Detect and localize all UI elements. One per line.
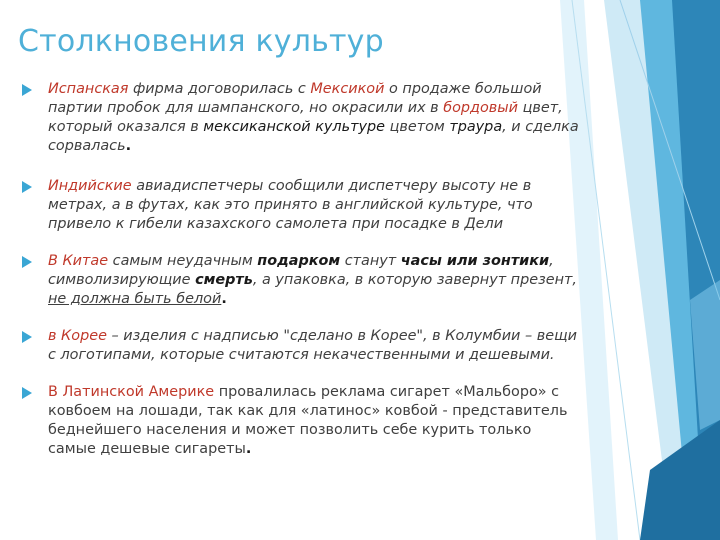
slide-title: Столкновения культур xyxy=(18,24,384,59)
body-text: фирма договорилась с xyxy=(128,81,311,97)
bullet-item-spain xyxy=(22,80,582,156)
emphasis-text: . xyxy=(221,291,227,307)
highlight-text: Испанская xyxy=(48,81,129,97)
body-text: авиадиспетчеры сообщили диспетчеру высоту не в метрах, а в футах, как это принято в английской культуре, что привело к гибели казахского самолета при посадке в Дели xyxy=(48,178,533,232)
highlight-text: В Китае xyxy=(48,253,109,269)
bullet-item-china xyxy=(22,252,582,309)
underlined-text: не должна быть белой xyxy=(48,291,222,307)
bullet-item-korea xyxy=(22,327,582,365)
bullet-arrow-icon xyxy=(22,387,32,399)
body-text: самым неудачным xyxy=(108,253,258,269)
emphasis-text: часы или зонтики xyxy=(400,253,550,269)
body-text: провалилась реклама сигарет «Мальборо» с ковбоем на лошади, так как для «латинос» ковбой - представитель беднейшего населения и может позволить себе курить только самые дешевые сигареты xyxy=(48,384,568,457)
body-text: – изделия с надписью "сделано в Корее", в Колумбии – вещи с логотипами, которые считаются некачественными и дешевыми. xyxy=(48,328,577,363)
emphasis-text: смерть xyxy=(195,272,253,288)
body-text: цвет, который оказался в xyxy=(48,100,563,135)
highlight-text: Индийские xyxy=(48,178,132,194)
emphasis-text: . xyxy=(245,441,252,457)
highlight-text: В Латинской Америке xyxy=(48,384,215,400)
body-text: , и сделка сорвалась xyxy=(48,119,579,154)
emphasis-text: траура xyxy=(449,119,503,135)
bullet-arrow-icon xyxy=(22,181,32,193)
highlight-text: Мексикой xyxy=(310,81,385,97)
body-text: , символизирующие xyxy=(48,253,554,288)
emphasis-text: . xyxy=(125,138,132,154)
bullet-arrow-icon xyxy=(22,256,32,268)
body-text: о продаже большой партии пробок для шампанского, но окрасили их в xyxy=(48,81,542,116)
bullet-arrow-icon xyxy=(22,331,32,343)
bullet-item-india xyxy=(22,177,582,234)
bullet-arrow-icon xyxy=(22,84,32,96)
bullet-list xyxy=(22,80,582,459)
emphasis-text: мексиканской культуре xyxy=(203,119,385,135)
body-text: станут xyxy=(340,253,401,269)
body-text: , а упаковка, в которую завернут презент, xyxy=(252,272,577,288)
bullet-item-latin-america xyxy=(22,383,582,459)
highlight-text: в Корее xyxy=(48,328,107,344)
highlight-text: бордовый xyxy=(443,100,518,116)
emphasis-text: подарком xyxy=(257,253,341,269)
body-text: цветом xyxy=(385,119,450,135)
